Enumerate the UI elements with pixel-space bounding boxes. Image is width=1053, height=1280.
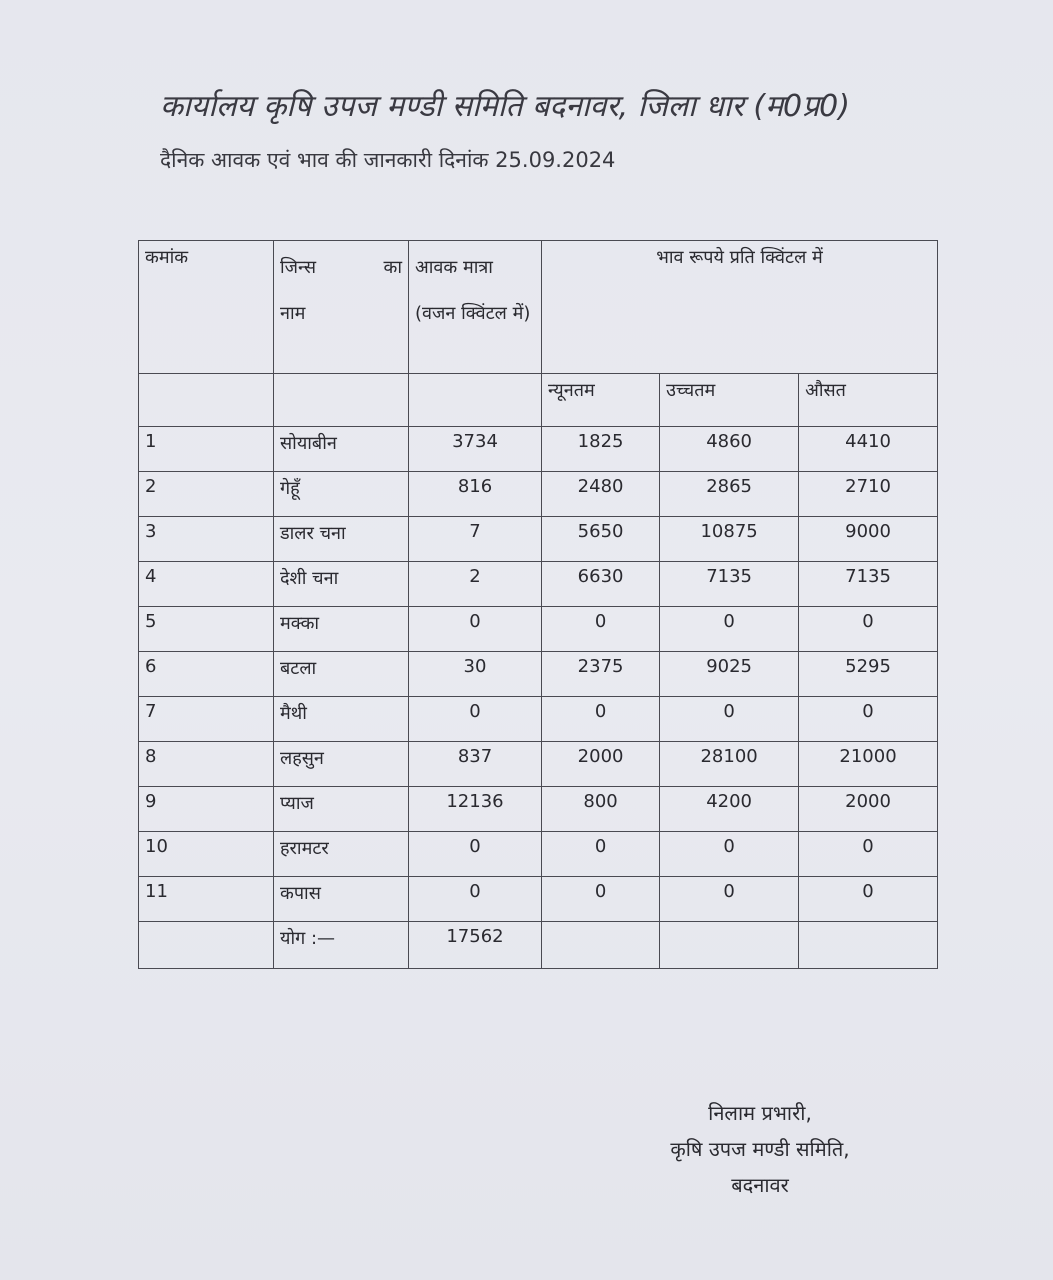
quantity-cell: 0 (409, 877, 542, 922)
avg-price-cell: 0 (799, 877, 938, 922)
min-price-cell: 0 (542, 832, 660, 877)
commodity-cell: गेहूँ (274, 472, 409, 517)
avg-price-cell: 5295 (799, 652, 938, 697)
total-empty (799, 922, 938, 969)
subheader-empty (409, 374, 542, 427)
table-row (139, 787, 938, 832)
max-price-cell: 28100 (660, 742, 799, 787)
max-price-cell: 7135 (660, 562, 799, 607)
serial-cell: 11 (139, 877, 274, 922)
avg-price-header: औसत (799, 374, 938, 427)
serial-cell: 4 (139, 562, 274, 607)
commodity-cell: डालर चना (274, 517, 409, 562)
document-subtitle: दैनिक आवक एवं भाव की जानकारी दिनांक 25.09.2024 (160, 148, 616, 172)
quantity-cell: 0 (409, 607, 542, 652)
avg-price-cell: 0 (799, 697, 938, 742)
serial-header: कमांक (139, 241, 274, 374)
avg-price-cell: 21000 (799, 742, 938, 787)
min-price-cell: 0 (542, 697, 660, 742)
min-price-cell: 2480 (542, 472, 660, 517)
table-row (139, 652, 938, 697)
total-empty (139, 922, 274, 969)
subheader-row (139, 374, 938, 427)
max-price-cell: 0 (660, 697, 799, 742)
signature-line3: बदनावर (731, 1173, 789, 1197)
serial-cell: 7 (139, 697, 274, 742)
avg-price-cell: 2000 (799, 787, 938, 832)
quantity-cell: 816 (409, 472, 542, 517)
subheader-empty (274, 374, 409, 427)
table-row (139, 472, 938, 517)
commodity-cell: सोयाबीन (274, 427, 409, 472)
table-row (139, 742, 938, 787)
table-row (139, 517, 938, 562)
max-price-cell: 0 (660, 877, 799, 922)
document-title: कार्यालय कृषि उपज मण्डी समिति बदनावर, जिला धार (म0प्र0) (160, 89, 850, 124)
commodity-cell: मक्का (274, 607, 409, 652)
quantity-cell: 0 (409, 832, 542, 877)
min-price-cell: 2000 (542, 742, 660, 787)
commodity-header-word1: जिन्स (280, 257, 316, 278)
avg-price-cell: 0 (799, 607, 938, 652)
price-header: भाव रूपये प्रति क्विंटल में (542, 241, 938, 374)
commodity-header-word3: नाम (280, 303, 306, 324)
avg-price-cell: 4410 (799, 427, 938, 472)
max-price-cell: 4860 (660, 427, 799, 472)
quantity-cell: 837 (409, 742, 542, 787)
serial-cell: 5 (139, 607, 274, 652)
serial-cell: 9 (139, 787, 274, 832)
table-row (139, 697, 938, 742)
commodity-cell: लहसुन (274, 742, 409, 787)
min-price-cell: 6630 (542, 562, 660, 607)
max-price-cell: 10875 (660, 517, 799, 562)
quantity-cell: 7 (409, 517, 542, 562)
max-price-cell: 0 (660, 607, 799, 652)
max-price-cell: 4200 (660, 787, 799, 832)
serial-cell: 10 (139, 832, 274, 877)
min-price-cell: 1825 (542, 427, 660, 472)
table-row (139, 877, 938, 922)
table-row (139, 607, 938, 652)
commodity-cell: हरामटर (274, 832, 409, 877)
quantity-cell: 3734 (409, 427, 542, 472)
min-price-cell: 2375 (542, 652, 660, 697)
max-price-cell: 0 (660, 832, 799, 877)
total-quantity: 17562 (409, 922, 542, 969)
serial-cell: 3 (139, 517, 274, 562)
total-empty (542, 922, 660, 969)
serial-cell: 2 (139, 472, 274, 517)
avg-price-cell: 9000 (799, 517, 938, 562)
commodity-header-word2: का (383, 257, 402, 278)
serial-cell: 8 (139, 742, 274, 787)
min-price-cell: 0 (542, 877, 660, 922)
total-label: योग :— (274, 922, 409, 969)
quantity-cell: 12136 (409, 787, 542, 832)
serial-cell: 1 (139, 427, 274, 472)
table-row (139, 562, 938, 607)
signature-line1: निलाम प्रभारी, (708, 1101, 812, 1125)
min-price-header: न्यूनतम (542, 374, 660, 427)
max-price-cell: 9025 (660, 652, 799, 697)
quantity-cell: 0 (409, 697, 542, 742)
subheader-empty (139, 374, 274, 427)
max-price-cell: 2865 (660, 472, 799, 517)
quantity-cell: 2 (409, 562, 542, 607)
commodity-cell: मैथी (274, 697, 409, 742)
commodity-cell: बटला (274, 652, 409, 697)
max-price-header: उच्चतम (660, 374, 799, 427)
serial-cell: 6 (139, 652, 274, 697)
avg-price-cell: 2710 (799, 472, 938, 517)
header-row (139, 241, 938, 374)
commodity-header (274, 241, 409, 374)
commodity-cell: प्याज (274, 787, 409, 832)
quantity-header: आवक मात्रा (वजन क्विंटल में) (409, 241, 542, 374)
avg-price-cell: 0 (799, 832, 938, 877)
total-empty (660, 922, 799, 969)
min-price-cell: 0 (542, 607, 660, 652)
commodity-cell: देशी चना (274, 562, 409, 607)
min-price-cell: 800 (542, 787, 660, 832)
commodity-cell: कपास (274, 877, 409, 922)
quantity-cell: 30 (409, 652, 542, 697)
avg-price-cell: 7135 (799, 562, 938, 607)
table-row (139, 427, 938, 472)
signature-block (640, 1095, 880, 1203)
signature-line2: कृषि उपज मण्डी समिति, (670, 1137, 850, 1161)
arrival-price-table (138, 240, 938, 969)
table-row (139, 832, 938, 877)
min-price-cell: 5650 (542, 517, 660, 562)
total-row (139, 922, 938, 969)
